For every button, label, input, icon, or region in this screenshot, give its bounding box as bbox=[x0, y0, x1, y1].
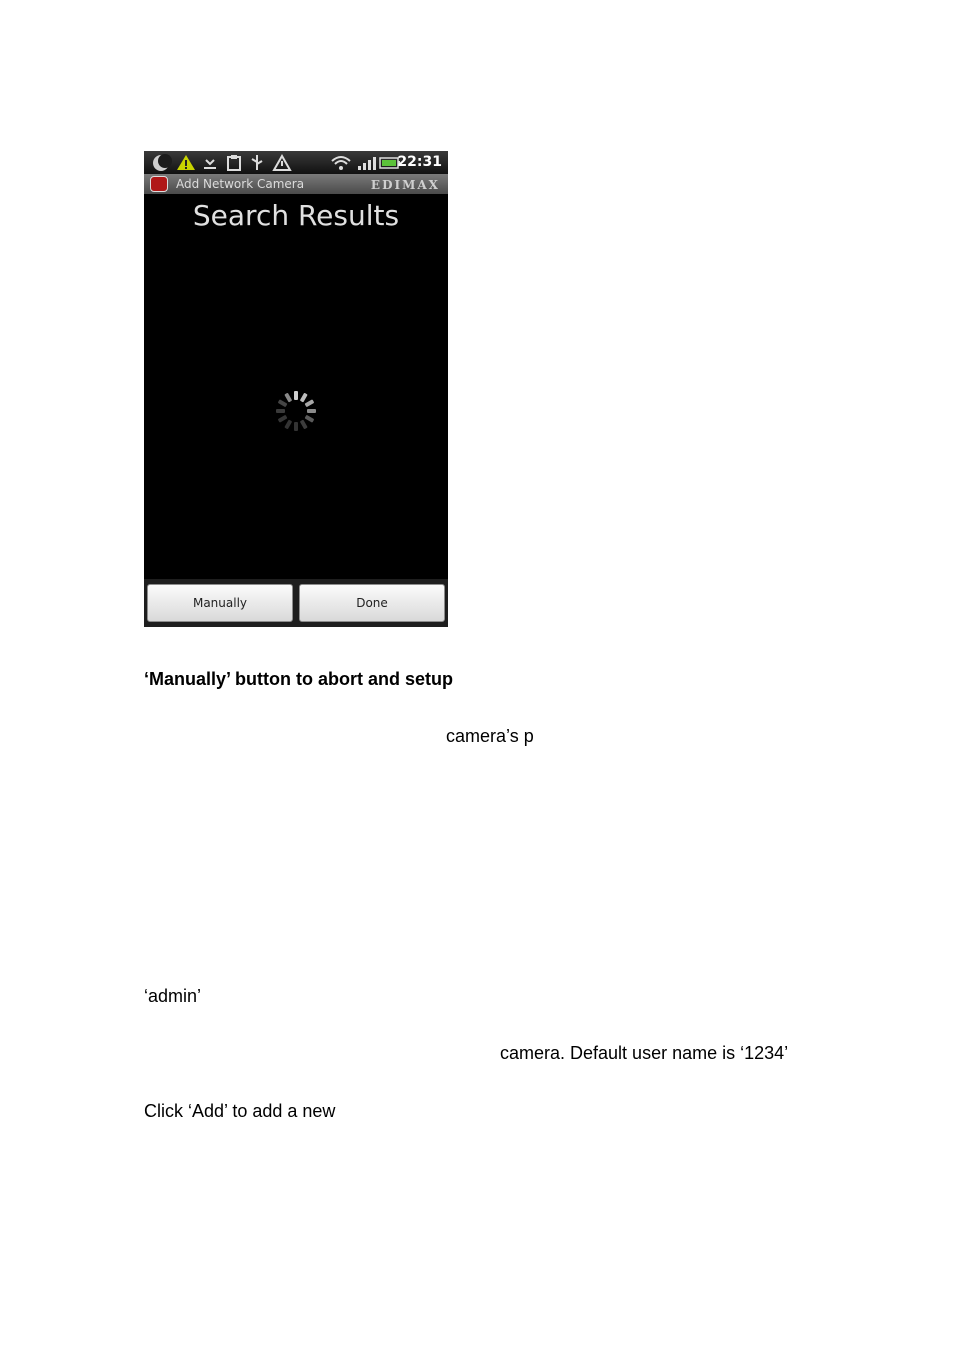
wifi-icon bbox=[330, 154, 352, 171]
screen-heading: Search Results bbox=[192, 199, 400, 232]
app-icon bbox=[150, 176, 168, 192]
warning-icon bbox=[176, 154, 196, 171]
app-title: Add Network Camera bbox=[176, 177, 305, 191]
alert-outline-icon bbox=[272, 154, 292, 171]
manually-button[interactable]: Manually bbox=[147, 584, 293, 622]
instruction-line-4: camera. Default user name is ‘1234’ bbox=[500, 1043, 789, 1063]
instruction-line-5: Click ‘Add’ to add a new bbox=[144, 1101, 336, 1121]
status-time: 22:31 bbox=[397, 154, 442, 170]
loading-spinner-icon bbox=[274, 389, 318, 433]
signal-icon bbox=[356, 154, 376, 171]
download-icon bbox=[202, 154, 218, 171]
app-title-bar bbox=[144, 174, 448, 194]
phone-screenshot bbox=[144, 151, 448, 627]
instruction-line-3: ‘admin’ bbox=[144, 986, 202, 1006]
done-button[interactable]: Done bbox=[299, 584, 445, 622]
clipboard-icon bbox=[226, 154, 242, 171]
moon-icon bbox=[150, 154, 172, 171]
usb-icon bbox=[249, 154, 265, 171]
instruction-line-2: camera’s p bbox=[446, 726, 534, 746]
status-bar bbox=[144, 151, 448, 174]
instruction-line-1: ‘Manually’ button to abort and setup bbox=[144, 669, 453, 689]
brand-logo: EDIMAX bbox=[370, 178, 440, 192]
button-bar bbox=[144, 579, 448, 627]
